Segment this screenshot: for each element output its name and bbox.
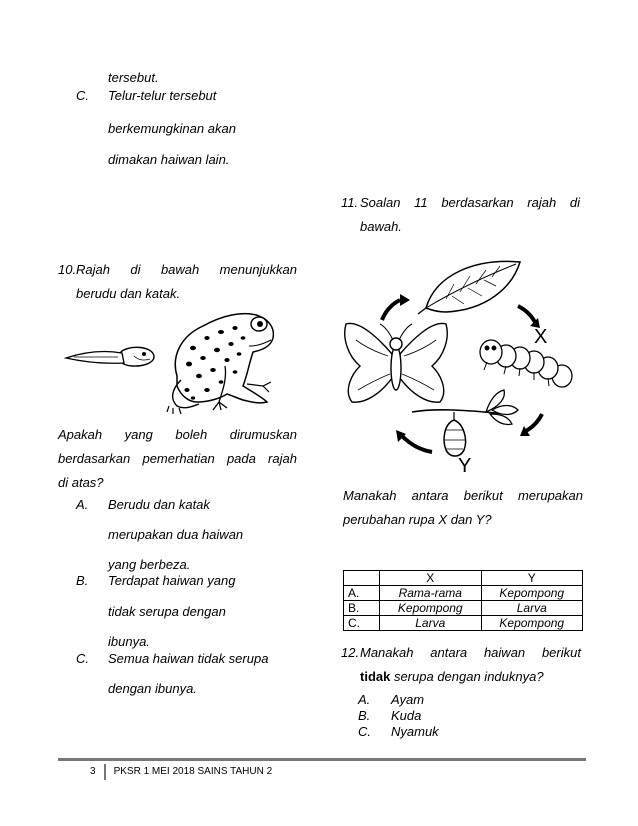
table-cell: C. [344, 616, 380, 631]
q10-option-a-line2: merupakan dua haiwan [108, 527, 244, 542]
table-header-cell: X [380, 571, 482, 586]
table-cell: Larva [481, 601, 583, 616]
q10-stem-line1: Rajah di bawah menunjukkan [76, 262, 297, 277]
footer-divider [58, 758, 586, 761]
prev-option-c-line3: dimakan haiwan lain. [108, 152, 230, 167]
q10-question-line3: di atas? [58, 475, 104, 490]
q12-option-b-text: Kuda [391, 708, 422, 723]
q12-stem-rest: serupa dengan induknya? [390, 669, 544, 684]
caterpillar-image [480, 340, 572, 387]
q12-option-a-letter: A. [358, 692, 371, 707]
prev-option-c-letter: C. [76, 88, 89, 103]
q11-question-line2: perubahan rupa X dan Y? [343, 512, 492, 527]
q10-question-line1: Apakah yang boleh dirumuskan [58, 427, 297, 442]
frog-image [163, 306, 283, 416]
q10-stem-line2: berudu dan katak. [76, 286, 181, 301]
q11-stem-line2: bawah. [360, 219, 402, 234]
q10-option-a-line3: yang berbeza. [108, 557, 191, 572]
prev-option-c-line2: berkemungkinan akan [108, 121, 236, 136]
tadpole-image [64, 342, 158, 372]
table-row [344, 616, 583, 631]
q11-answer-table [343, 570, 583, 631]
table-header-row [344, 571, 583, 586]
q11-stem-line1: Soalan 11 berdasarkan rajah di [360, 195, 580, 210]
q10-option-b-line1: Terdapat haiwan yang [108, 573, 236, 588]
prev-continuation: tersebut. [108, 70, 159, 85]
leaf-image [418, 261, 520, 314]
q10-number: 10. [58, 262, 77, 277]
table-cell: Kepompong [380, 601, 482, 616]
label-x: X [534, 326, 548, 348]
q12-stem-line1: Manakah antara haiwan berikut [360, 645, 581, 660]
prev-option-c-line1: Telur-telur tersebut [108, 88, 217, 103]
q12-emphasis: tidak [360, 669, 391, 684]
q10-option-b-line3: ibunya. [108, 634, 150, 649]
page-footer [90, 764, 272, 780]
q10-question-line2: berdasarkan pemerhatian pada rajah [58, 451, 297, 466]
table-cell: Larva [380, 616, 482, 631]
q11-question-line1: Manakah antara berikut merupakan [343, 488, 583, 503]
table-cell: Kepompong [481, 616, 583, 631]
table-cell: A. [344, 586, 380, 601]
table-cell: Rama-rama [380, 586, 482, 601]
q10-option-c-letter: C. [76, 651, 89, 666]
footer-text: PKSR 1 MEI 2018 SAINS TAHUN 2 [113, 766, 273, 777]
table-row [344, 586, 583, 601]
q12-number: 12. [341, 645, 360, 660]
q12-stem-line2 [360, 669, 544, 684]
page-number: 3 [90, 764, 106, 780]
q12-option-a-text: Ayam [391, 692, 425, 707]
q11-number: 11. [341, 195, 359, 210]
butterfly-image [345, 323, 447, 402]
q10-option-c-line2: dengan ibunya. [108, 681, 197, 696]
q10-option-a-letter: A. [76, 497, 89, 512]
table-header-cell [344, 571, 380, 586]
q10-option-c-line1: Semua haiwan tidak serupa [108, 651, 269, 666]
label-y: Y [458, 455, 472, 477]
table-row [344, 601, 583, 616]
q10-option-b-line2: tidak serupa dengan [108, 604, 226, 619]
table-cell: B. [344, 601, 380, 616]
q12-option-b-letter: B. [358, 708, 371, 723]
q12-option-c-text: Nyamuk [391, 724, 439, 739]
q10-option-a-line1: Berudu dan katak [108, 497, 210, 512]
butterfly-life-cycle-diagram [336, 244, 586, 476]
q10-option-b-letter: B. [76, 573, 89, 588]
table-cell: Kepompong [481, 586, 583, 601]
q12-option-c-letter: C. [358, 724, 371, 739]
table-header-cell: Y [481, 571, 583, 586]
